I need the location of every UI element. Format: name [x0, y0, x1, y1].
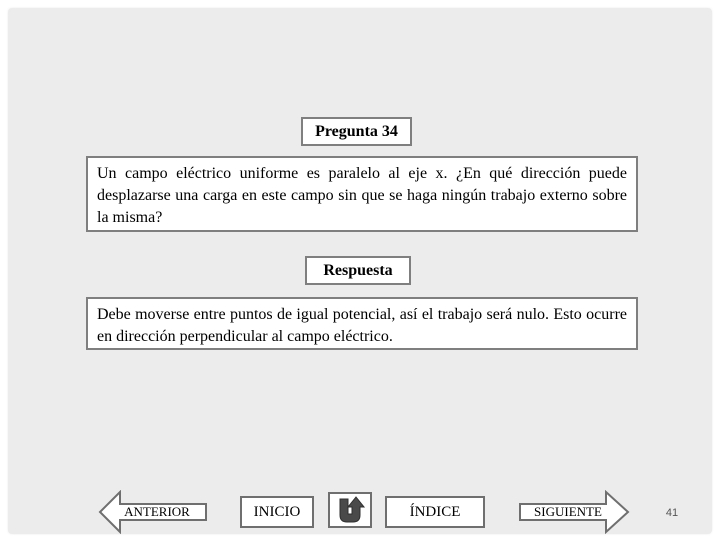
- previous-label: ANTERIOR: [124, 504, 190, 519]
- answer-title: [305, 256, 411, 285]
- home-button[interactable]: [240, 496, 314, 528]
- next-label: SIGUIENTE: [534, 504, 602, 519]
- home-label: INICIO: [253, 503, 301, 520]
- answer-text: Debe moverse entre puntos de igual potencial, así el trabajo será nulo. Esto ocurre en dirección perpendicular al campo eléctrico.: [86, 297, 638, 350]
- previous-button[interactable]: [98, 490, 208, 534]
- question-text: Un campo eléctrico uniforme es paralelo al eje x. ¿En qué dirección puede desplazarse una carga en este campo sin que se haga ningún trabajo externo sobre la misma?: [86, 156, 638, 232]
- page-number: 41: [665, 507, 679, 519]
- question-title: [301, 117, 412, 146]
- next-button[interactable]: [518, 490, 630, 534]
- u-turn-arrow-icon: [334, 495, 366, 525]
- question-title-text: Pregunta 34: [315, 122, 398, 140]
- return-button[interactable]: [328, 492, 372, 528]
- index-label: ÍNDICE: [409, 503, 461, 520]
- answer-title-text: Respuesta: [323, 261, 393, 279]
- index-button[interactable]: [385, 496, 485, 528]
